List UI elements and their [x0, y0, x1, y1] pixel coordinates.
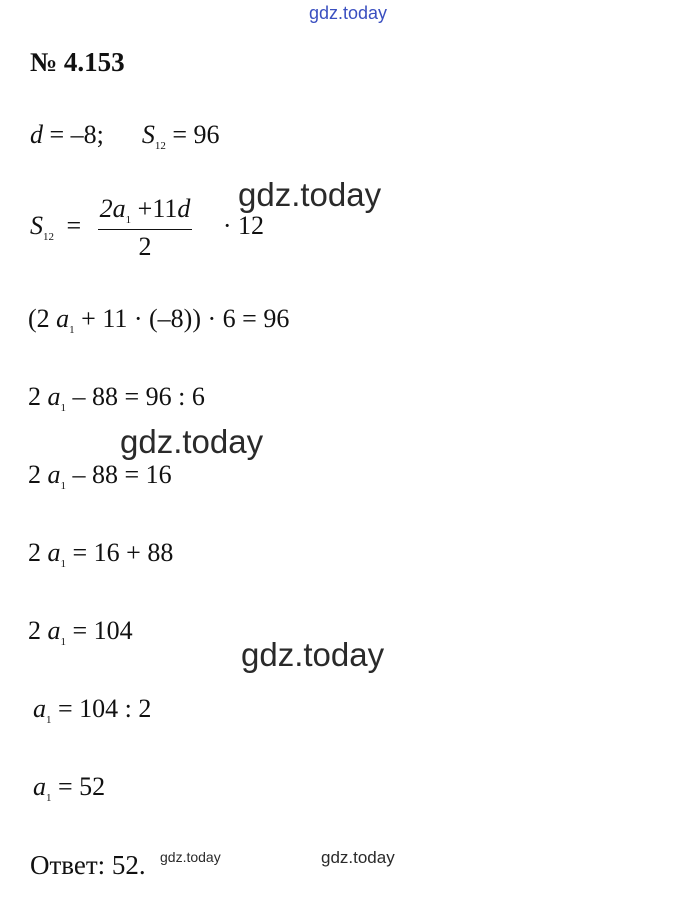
step-1-var: a — [56, 304, 70, 333]
s-subscript: 12 — [154, 140, 166, 152]
step-1 — [28, 306, 289, 336]
fraction-denominator: 2 — [138, 232, 152, 261]
numerator-a: 2a — [99, 194, 126, 223]
step-3-coef: 2 — [28, 460, 48, 489]
step-3-rest: – 88 = 16 — [66, 460, 172, 489]
step-2-var: a — [47, 382, 61, 411]
step-4 — [28, 540, 173, 570]
sum-formula — [30, 196, 264, 260]
step-5-var: a — [47, 616, 61, 645]
step-2-rest: – 88 = 96 : 6 — [66, 382, 205, 411]
step-5-sub: 1 — [60, 636, 66, 648]
watermark: gdz.today — [321, 848, 395, 867]
step-6-rest: = 104 : 2 — [51, 694, 152, 723]
step-2-coef: 2 — [28, 382, 48, 411]
fraction-numerator — [98, 196, 193, 230]
step-3-sub: 1 — [60, 480, 66, 492]
answer: Ответ: 52. — [30, 850, 146, 880]
s-value: = 96 — [165, 120, 220, 149]
step-4-var: a — [47, 538, 61, 567]
formula-lhs-variable: S — [30, 210, 43, 240]
numerator-subscript: 1 — [125, 214, 132, 226]
watermark: gdz.today — [238, 176, 382, 213]
step-3 — [28, 462, 172, 492]
step-1-open: (2 — [28, 304, 57, 333]
step-4-sub: 1 — [60, 558, 66, 570]
watermark: gdz.today — [120, 423, 264, 460]
s-variable: S — [141, 120, 155, 149]
step-1-rest: + 11 · (–8)) · 6 = 96 — [74, 304, 290, 333]
step-2 — [28, 384, 205, 414]
step-7-var: a — [33, 772, 46, 801]
d-variable: d — [30, 120, 43, 149]
step-6-var: a — [33, 694, 46, 723]
numerator-rest: +11 — [131, 194, 178, 223]
given-line — [30, 122, 220, 152]
formula-lhs-subscript: 12 — [43, 230, 54, 243]
step-6 — [33, 696, 151, 726]
step-1-sub: 1 — [69, 324, 75, 336]
step-5 — [28, 618, 133, 648]
problem-title: № 4.153 — [30, 47, 125, 77]
step-7-rest: = 52 — [51, 772, 106, 801]
step-5-coef: 2 — [28, 616, 48, 645]
watermark: gdz.today — [160, 849, 221, 865]
step-3-var: a — [47, 460, 61, 489]
step-6-sub: 1 — [46, 714, 52, 726]
watermark-top: gdz.today — [309, 3, 388, 23]
step-4-rest: = 16 + 88 — [66, 538, 174, 567]
step-7-sub: 1 — [46, 792, 52, 804]
d-value: = –8; — [43, 120, 104, 149]
step-7 — [33, 774, 105, 804]
watermark: gdz.today — [241, 636, 385, 673]
step-2-sub: 1 — [60, 402, 66, 414]
formula-multiplier: · 12 — [222, 210, 265, 240]
numerator-d: d — [177, 194, 191, 223]
formula-equals: = — [66, 210, 82, 240]
formula-fraction — [98, 196, 193, 260]
step-5-rest: = 104 — [66, 616, 133, 645]
step-4-coef: 2 — [28, 538, 48, 567]
